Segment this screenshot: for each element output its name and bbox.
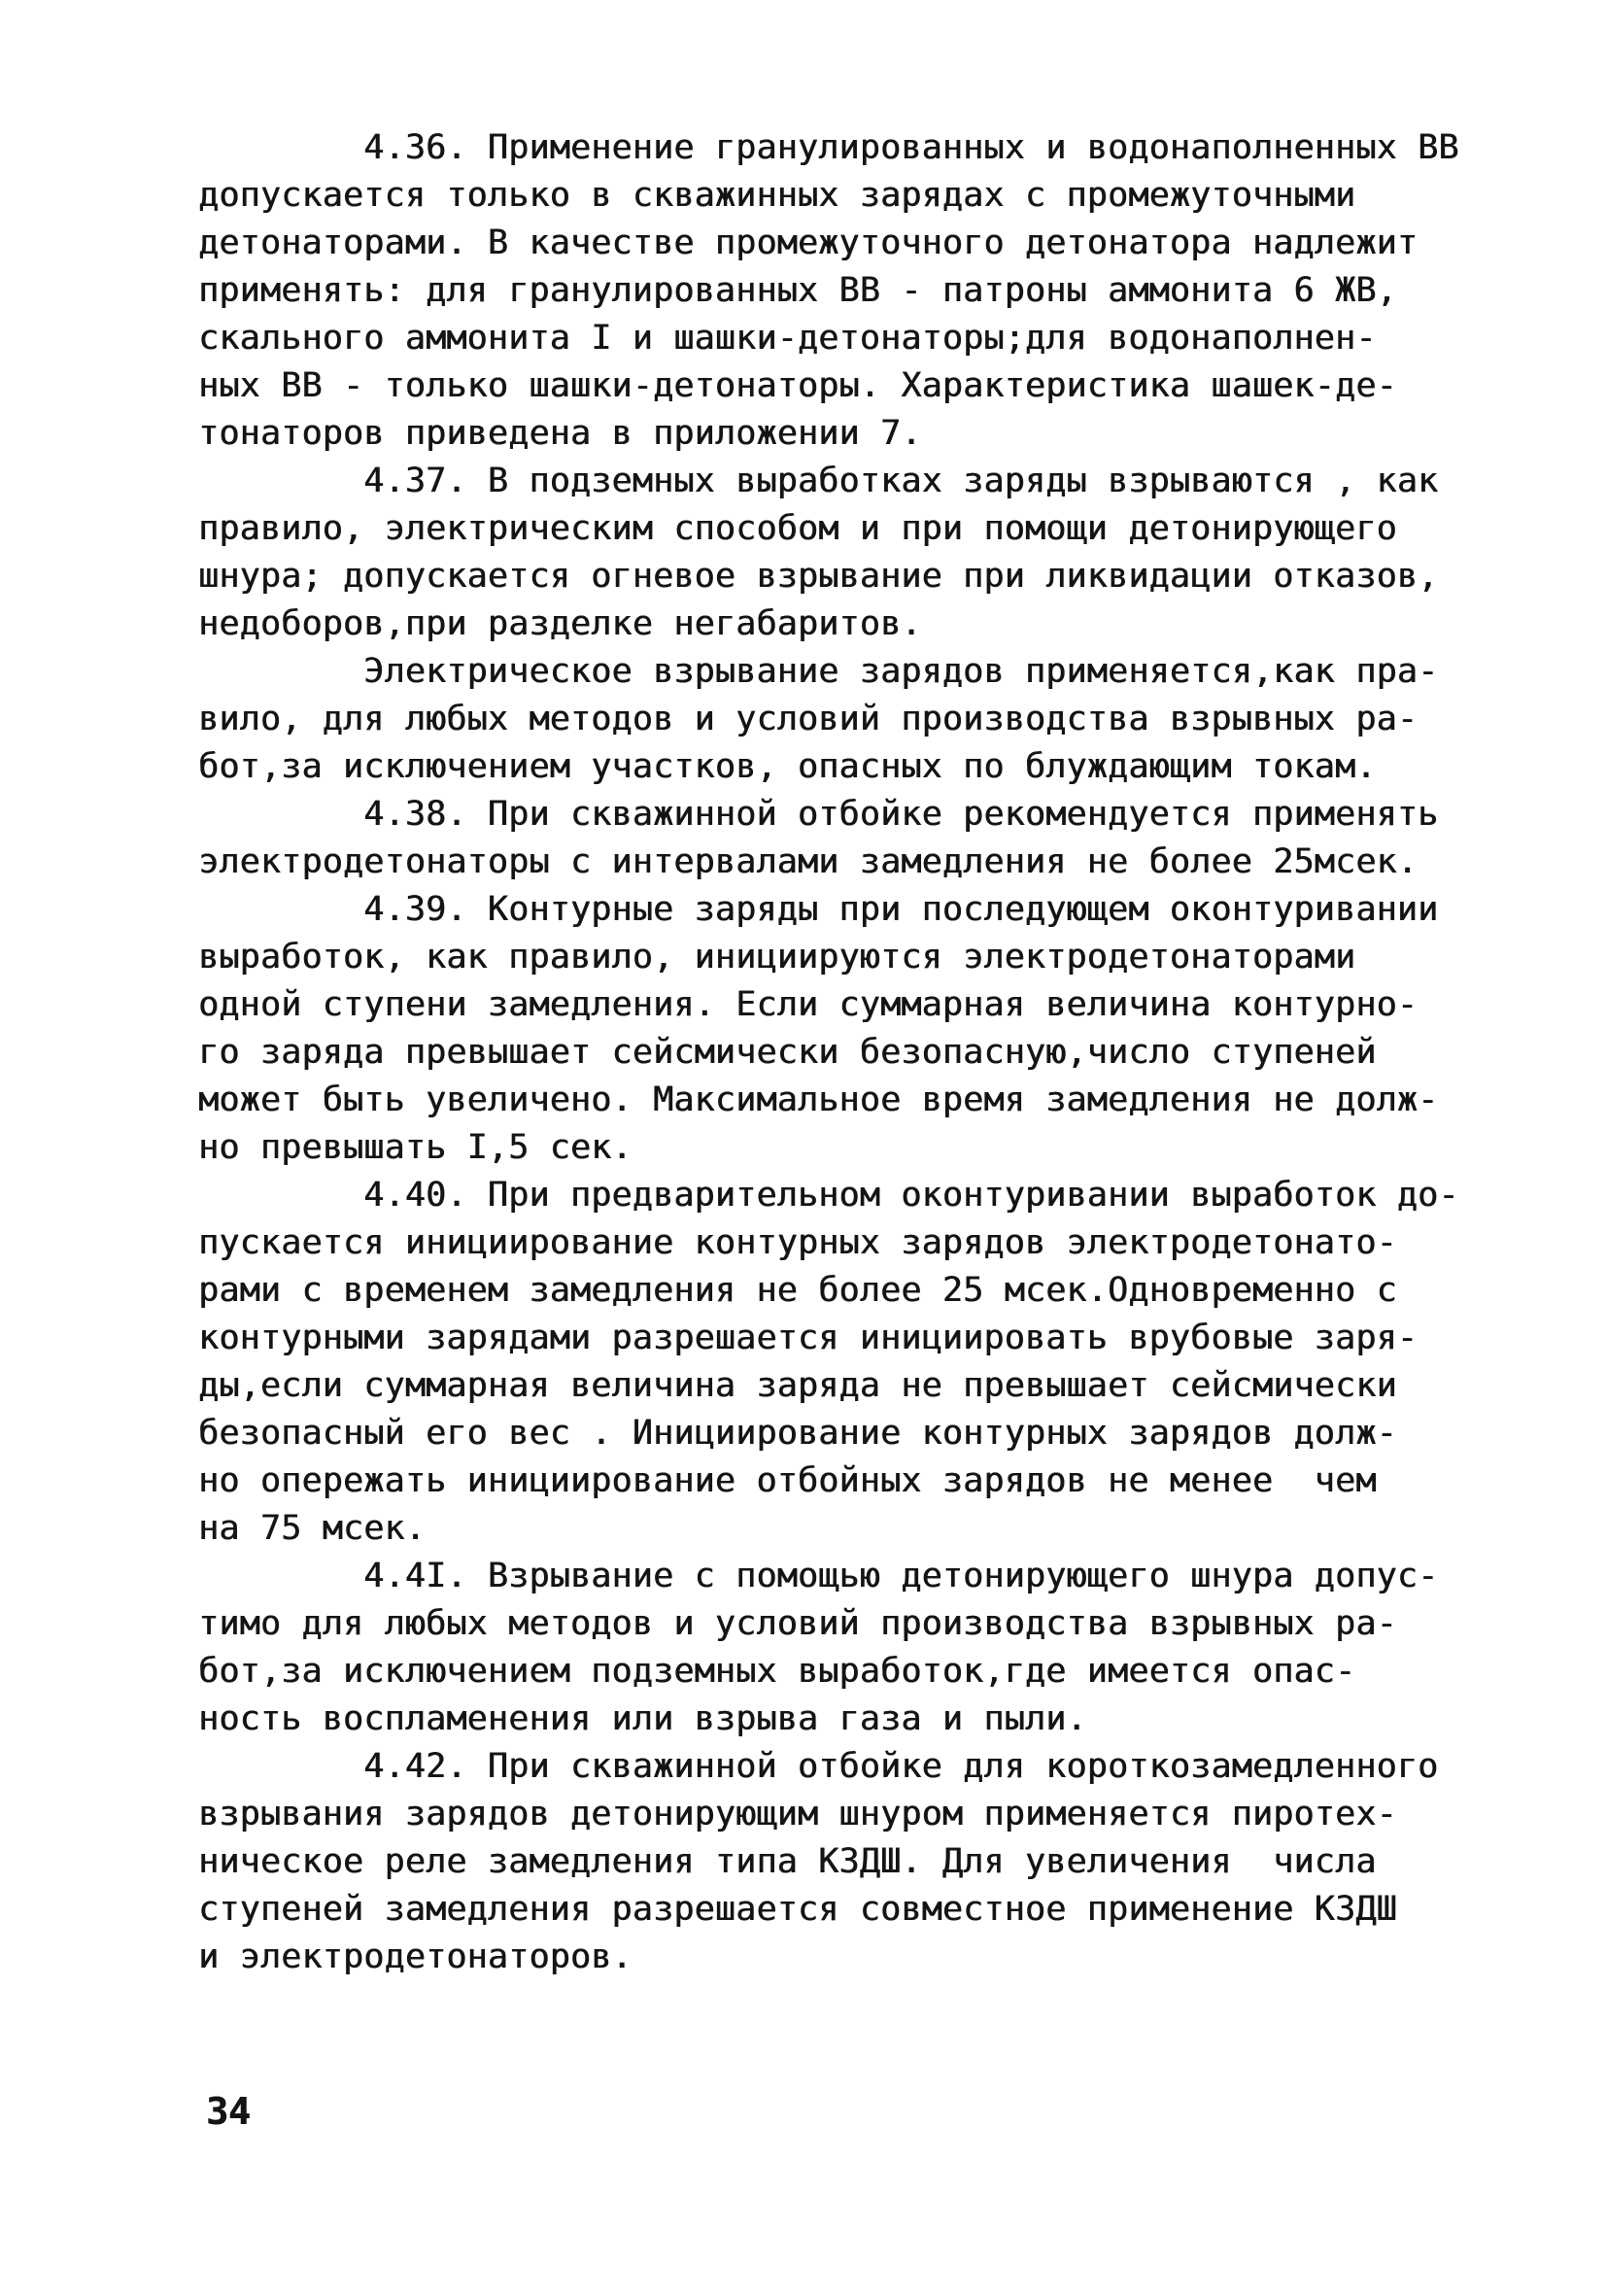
text-line: ступеней замедления разрешается совместное применение КЗДШ — [198, 1890, 1397, 1929]
text-line: шнура; допускается огневое взрывание при ликвидации отказов, — [198, 557, 1439, 596]
text-line: вило, для любых методов и условий производства взрывных ра- — [198, 700, 1419, 738]
text-line: рами с временем замедления не более 25 мсек.Одновременно с — [198, 1271, 1397, 1310]
page-number: 34 — [206, 2090, 251, 2133]
text-line: тимо для любых методов и условий производства взрывных ра- — [198, 1604, 1397, 1643]
text-line: скального аммонита I и шашки-детонаторы;для водонаполнен- — [198, 319, 1377, 358]
text-line: ных ВВ - только шашки-детонаторы. Характеристика шашек-де- — [198, 366, 1397, 405]
text-line: но превышать I,5 сек. — [198, 1128, 633, 1167]
text-line: ды,если суммарная величина заряда не превышает сейсмически — [198, 1366, 1397, 1405]
text-line: на 75 мсек. — [198, 1509, 426, 1548]
text-line: применять: для гранулированных ВВ - патроны аммонита 6 ЖВ, — [198, 271, 1397, 310]
text-line: недоборов,при разделке негабаритов. — [198, 604, 922, 643]
text-line: пускается инициирование контурных зарядов электродетонато- — [198, 1223, 1397, 1262]
text-line: 4.37. В подземных выработках заряды взрываются , как — [198, 462, 1439, 500]
text-line: ность воспламенения или взрыва газа и пыли. — [198, 1699, 1087, 1738]
text-line: 4.4I. Взрывание с помощью детонирующего шнура допус- — [198, 1557, 1439, 1595]
text-line: Электрическое взрывание зарядов применяется,как пра- — [198, 652, 1439, 691]
text-line: но опережать инициирование отбойных зарядов не менее чем — [198, 1461, 1377, 1500]
text-line: контурными зарядами разрешается инициировать врубовые заря- — [198, 1319, 1419, 1357]
text-line: го заряда превышает сейсмически безопасную,число ступеней — [198, 1033, 1377, 1072]
text-line: может быть увеличено. Максимальное время замедления не долж- — [198, 1080, 1439, 1119]
text-line: взрывания зарядов детонирующим шнуром применяется пиротех- — [198, 1795, 1397, 1833]
text-line: 4.39. Контурные заряды при последующем оконтуривании — [198, 890, 1439, 929]
text-line: бот,за исключением подземных выработок,где имеется опас- — [198, 1652, 1356, 1691]
text-line: детонаторами. В качестве промежуточного детонатора надлежит — [198, 223, 1419, 262]
text-line: и электродетонаторов. — [198, 1937, 633, 1976]
text-line: 4.40. При предварительном оконтуривании выработок до- — [198, 1176, 1459, 1215]
text-line: допускается только в скважинных зарядах с промежуточными — [198, 176, 1356, 215]
text-line: одной ступени замедления. Если суммарная величина контурно- — [198, 985, 1419, 1024]
text-line: ническое реле замедления типа КЗДШ. Для увеличения числа — [198, 1842, 1377, 1881]
text-line: бот,за исключением участков, опасных по блуждающим токам. — [198, 747, 1377, 786]
body-text — [198, 124, 1459, 1981]
text-line: безопасный его вес . Инициирование контурных зарядов долж- — [198, 1414, 1397, 1453]
text-line: 4.36. Применение гранулированных и водонаполненных ВВ — [198, 128, 1459, 167]
text-line: выработок, как правило, инициируются электродетонаторами — [198, 938, 1356, 977]
text-line: тонаторов приведена в приложении 7. — [198, 414, 922, 453]
text-line: правило, электрическим способом и при помощи детонирующего — [198, 509, 1397, 548]
text-line: 4.38. При скважинной отбойке рекомендуется применять — [198, 795, 1439, 834]
text-line: 4.42. При скважинной отбойке для короткозамедленного — [198, 1747, 1439, 1786]
text-line: электродетонаторы с интервалами замедления не более 25мсек. — [198, 842, 1419, 881]
